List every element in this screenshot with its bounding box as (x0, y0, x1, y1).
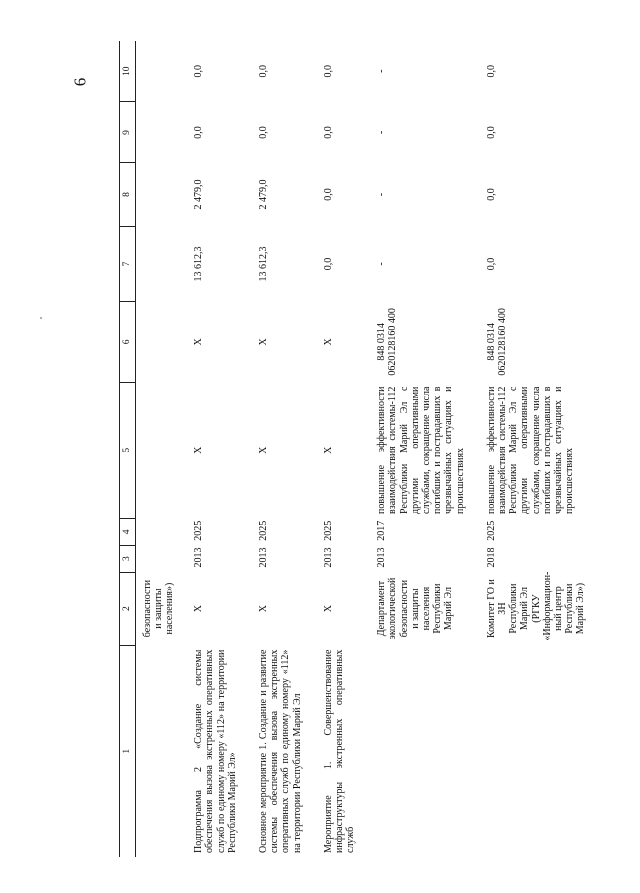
cell-value-8: 2 479,0 (193, 179, 205, 210)
cell-executor: X (257, 604, 269, 613)
cell (135, 302, 189, 382)
cell-result: X (257, 446, 269, 454)
cell-result: повышение эффективности взаимодействия системы-112 Республики Марий Эл с другими оперативными службами, сокращение числа погибших и пострадавших в чрезвычайных ситуациях и происшествиях (376, 386, 466, 514)
cell (135, 226, 189, 302)
cell-end-year: 2025 (193, 520, 205, 541)
cell-executor: безопасности и защиты населения») (141, 579, 175, 638)
table-row (482, 41, 603, 857)
col-header-10: 10 (120, 41, 136, 102)
cell-value-8: - (376, 192, 388, 197)
header-row (120, 41, 136, 857)
cell-executor: Департамент экологической безопасности и защиты населения Республики Марий Эл (376, 577, 455, 640)
cell-executor: X (193, 604, 205, 613)
col-header-5: 5 (120, 382, 136, 518)
cell-value-8: 0,0 (485, 188, 497, 201)
cell (135, 518, 189, 545)
cell-start-year: 2018 (485, 547, 497, 568)
program-table (119, 41, 602, 857)
cell-start-year: 2013 (193, 547, 205, 568)
cell-code: X (257, 338, 269, 346)
cell-value-7: 13 612,3 (193, 246, 205, 282)
cell-value-7: 0,0 (322, 257, 334, 271)
cell (135, 102, 189, 163)
cell-value-7: 13 612,3 (257, 246, 269, 282)
cell-value-10: 0,0 (322, 65, 334, 78)
cell-end-year: 2025 (322, 520, 334, 541)
cell-name: Подпрограмма 2 «Создание системы обеспечения вызова экстренных оперативных служб по единому номеру «112» на территории Республики Марий Эл» (193, 649, 238, 853)
cell (135, 41, 189, 102)
cell-result: повышение эффективности взаимодействия системы-112 Республики Марий Эл с другими оперативными службами, сокращение числа погибших и пострадавших в чрезвычайных ситуациях и происшествиях (485, 386, 576, 514)
cell-executor: Комитет ГО и ЗН Республики Марий Эл (РГКУ «Информацион-ный центр Республики Марий Эл») (485, 571, 587, 641)
col-header-9: 9 (120, 102, 136, 163)
cell-name: Мероприятие 1. Совершенствование инфраструктуры экстренных оперативных служб (322, 649, 357, 853)
scan-speck (40, 317, 42, 319)
cell-value-10: 0,0 (193, 65, 205, 78)
cell-value-10: - (376, 69, 388, 73)
cell-code: X (193, 338, 205, 346)
table-row (319, 41, 373, 857)
page-number: 6 (70, 77, 90, 87)
cell-value-7: 0,0 (485, 257, 497, 271)
col-header-8: 8 (120, 163, 136, 226)
cell (135, 645, 189, 857)
table-row (254, 41, 319, 857)
cell-code: 848 0314 0620128160 400 (485, 308, 508, 376)
cell-end-year: 2025 (485, 520, 497, 541)
cell-value-9: 0,0 (485, 126, 497, 139)
continuation-row (135, 41, 189, 857)
cell-code: 848 0314 0620128160 400 (376, 308, 399, 376)
cell-end-year: 2025 (257, 520, 269, 541)
cell-executor: X (322, 604, 334, 613)
cell-value-9: 0,0 (257, 126, 269, 139)
cell-start-year: 2013 (322, 547, 334, 568)
cell-start-year: 2013 (376, 547, 388, 568)
cell-value-8: 0,0 (322, 188, 334, 201)
col-header-6: 6 (120, 302, 136, 382)
cell-value-7: - (376, 262, 388, 266)
cell (135, 545, 189, 572)
cell-start-year: 2013 (257, 547, 269, 568)
cell-value-9: 0,0 (322, 126, 334, 139)
table-row (372, 41, 482, 857)
cell-value-10: 0,0 (485, 65, 497, 78)
table-row (189, 41, 254, 857)
cell (135, 163, 189, 226)
col-header-2: 2 (120, 572, 136, 645)
cell (135, 382, 189, 518)
col-header-3: 3 (120, 545, 136, 572)
cell-name (372, 645, 482, 857)
cell-value-9: 0,0 (193, 126, 205, 139)
cell-code: X (322, 338, 334, 346)
cell-name (482, 645, 603, 857)
col-header-7: 7 (120, 226, 136, 302)
cell-result: X (322, 446, 334, 454)
col-header-1: 1 (120, 645, 136, 857)
cell-value-9: - (376, 130, 388, 135)
cell-value-10: 0,0 (257, 65, 269, 78)
col-header-4: 4 (120, 518, 136, 545)
cell-result: X (193, 446, 205, 454)
cell-name: Основное мероприятие 1. Создание и развитие системы обеспечения вызова экстренных оперативных служб по единому номеру «112» на территории Республики Марий Эл (257, 649, 303, 853)
cell-value-8: 2 479,0 (257, 179, 269, 210)
cell-end-year: 2017 (376, 520, 388, 541)
